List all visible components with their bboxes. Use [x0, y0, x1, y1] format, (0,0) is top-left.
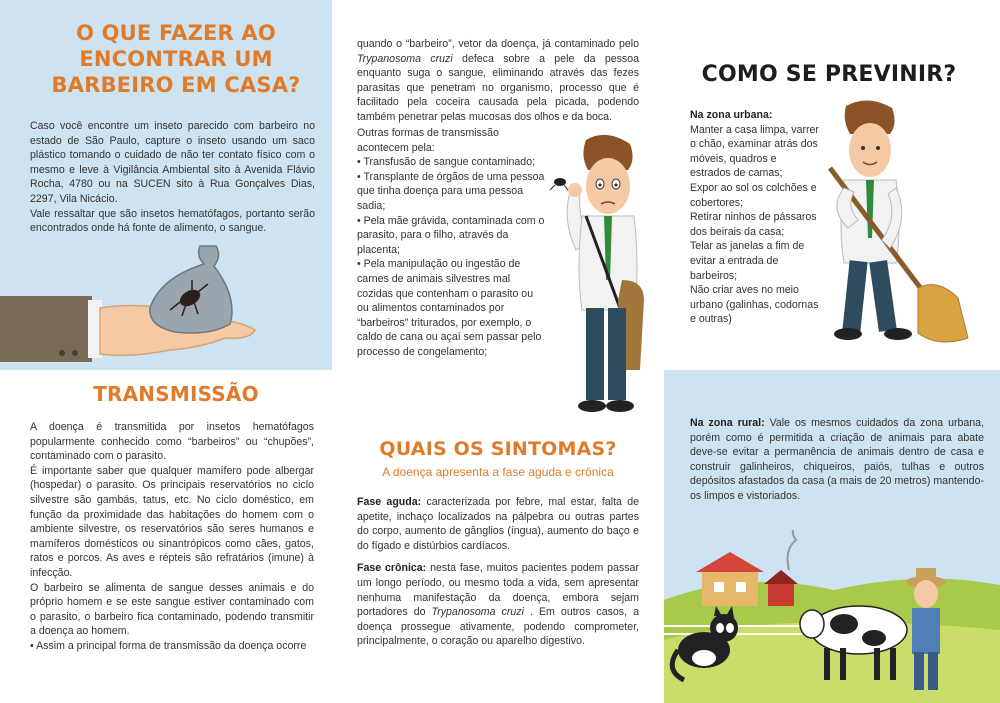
panel1-body [30, 119, 315, 236]
urbana-item: Expor ao sol os colchões e cobertores; [690, 181, 817, 209]
transmissao-body [30, 420, 314, 654]
urbana-item: Telar as janelas a fim de evitar a entrada de barbeiros; [690, 240, 805, 282]
list-item: • Transfusão de sangue contaminado; [357, 156, 536, 169]
list-item: • Pela manipulação ou ingestão de carnes de animais silvestres mal cozidas que contenham o parasito ou ou alimentos contaminados por “barbeiros” triturados, por exemplo, o caldo de cana ou açaí sem passar pelo processo de congelamento; [357, 258, 542, 358]
transmissao-title: TRANSMISSÃO [93, 382, 259, 406]
sintomas-body [357, 495, 639, 649]
transmission-list [357, 126, 545, 360]
hand-with-bag-illustration [0, 238, 270, 368]
sleeve-shape [0, 296, 92, 362]
worried-man-illustration [548, 130, 658, 420]
prevenir-title: COMO SE PREVINIR? [701, 62, 957, 87]
fase-aguda: Fase aguda: caracterizada por febre, mal estar, falta de apetite, inchaço localizados na pálpebra ou outras partes do corpo, aumento de gânglios (íngua), aumento do baço e do fígado e distúrbios cardíacos. [357, 496, 639, 552]
urbana-item: Retirar ninhos de pássaros dos beirais da casa; [690, 211, 817, 238]
fase-aguda-label: Fase aguda: [357, 496, 422, 508]
sintomas-subtitle: A doença apresenta a fase aguda e crônica [382, 465, 614, 479]
transmissao-paragraph: • Assim a principal forma de transmissão da doença ocorre [30, 639, 307, 652]
plastic-bag-shape [150, 246, 232, 333]
urbana-item: Não criar aves no meio urbano (galinhas, codornas e outras) [690, 284, 819, 326]
rural-label: Na zona rural: [690, 417, 765, 429]
sintomas-title: QUAIS OS SINTOMAS? [379, 438, 617, 460]
species-name: Trypanosoma cruzi [431, 606, 524, 619]
flying-bug-icon [550, 178, 568, 190]
fase-cronica: Fase crônica: nesta fase, muitos pacientes podem passar um longo período, ou mesmo toda a vida, sem apresentar nenhuma manifestação da doença, embora sejam portadores do Trypanosoma cruzi . Em outros casos, a doença prossegue ativamente, podendo comprometer, principalmente, o coração ou aparelho digestivo. [357, 562, 639, 648]
transmissao-paragraph: A doença é transmitida por insetos hematófagos popularmente conhecido como “barbeiros” ou “chupões”, contaminado com o parasito. [30, 421, 314, 463]
transmissao-paragraph: O barbeiro se alimenta de sangue desses animais e do próprio homem e se este sangue estiver contaminado com o parasito, o barbeiro fica contaminado, podendo transmitir a doença ao homem. [30, 581, 314, 638]
list-item: • Pela mãe grávida, contaminada com o parasito, para o filho, através da placenta; [357, 214, 545, 256]
transmission-text [357, 37, 639, 125]
farm-scene-illustration [664, 530, 1000, 703]
transmission-intro: quando o “barbeiro”, vetor da doença, já contaminado pelo Trypanosoma cruzi defeca sobre a pele da pessoa enquanto suga o sangue, eliminando através das fezes parasitas que penetram no organismo, processo que é facilitado pela coceira causada pela picada, podendo também penetrar pelas mucosas dos olhos e da boca. [357, 38, 639, 123]
sweeping-man-illustration [818, 98, 978, 353]
urbana-label: Na zona urbana: [690, 109, 773, 121]
urbana-section [690, 108, 820, 327]
panel1-title: O QUE FAZER AO ENCONTRAR UM BARBEIRO EM CASA? [51, 21, 301, 97]
list-item: • Transplante de órgãos de uma pessoa que tinha doença para uma pessoa sadia; [357, 170, 545, 212]
fase-cronica-label: Fase crônica: [357, 562, 427, 575]
barn-icon [764, 570, 798, 606]
urbana-item: Manter a casa limpa, varrer o chão, examinar atrás dos móveis, quadros e estrados de camas; [690, 123, 819, 180]
list-intro: Outras formas de transmissão acontecem pela: [357, 127, 499, 154]
panel1-paragraph: Caso você encontre um inseto parecido com barbeiro no estado de São Paulo, capture o inseto usando um saco plástico tomando o cuidado de não ter contato físico com o mesmo e leve à Vigilância Ambiental sito à Avenida Flávio Rocha, 4780 ou na SUCEN sito à Rua Gonçalves Dias, 2297, Vila Nicácio. [30, 120, 315, 205]
rural-section: Na zona rural: Vale os mesmos cuidados da zona urbana, porém como é permitida a criação de animais para abate deve-se evitar a permanência de animais dentro de casa e construir galinheiros, chiqueiros, paiós, tulhas e outros depósitos afastados da casa (a mais de 20 metros) mantendo-os limpos e vistoriados. [690, 417, 985, 502]
species-name: Trypanosoma cruzi [357, 52, 453, 65]
transmissao-paragraph: É importante saber que qualquer mamífero pode albergar (hospedar) o parasito. Os principais reservatórios no ciclo silvestre são gambás, tatus, etc. No ciclo doméstico, em função da proximidade das habitações do homem com o ambiente silvestre, os reservatórios são seres humanos e mamíferos domésticos ou sinantrópicos como cães, gatos, ratos e porcos. As aves e répteis são refratários (imune) à infecção. [30, 464, 314, 579]
farm-house-icon [696, 552, 764, 606]
panel1-paragraph: Vale ressaltar que são insetos hematófagos, portanto serão encontrados onde há fonte de alimento, o sangue. [30, 207, 315, 235]
